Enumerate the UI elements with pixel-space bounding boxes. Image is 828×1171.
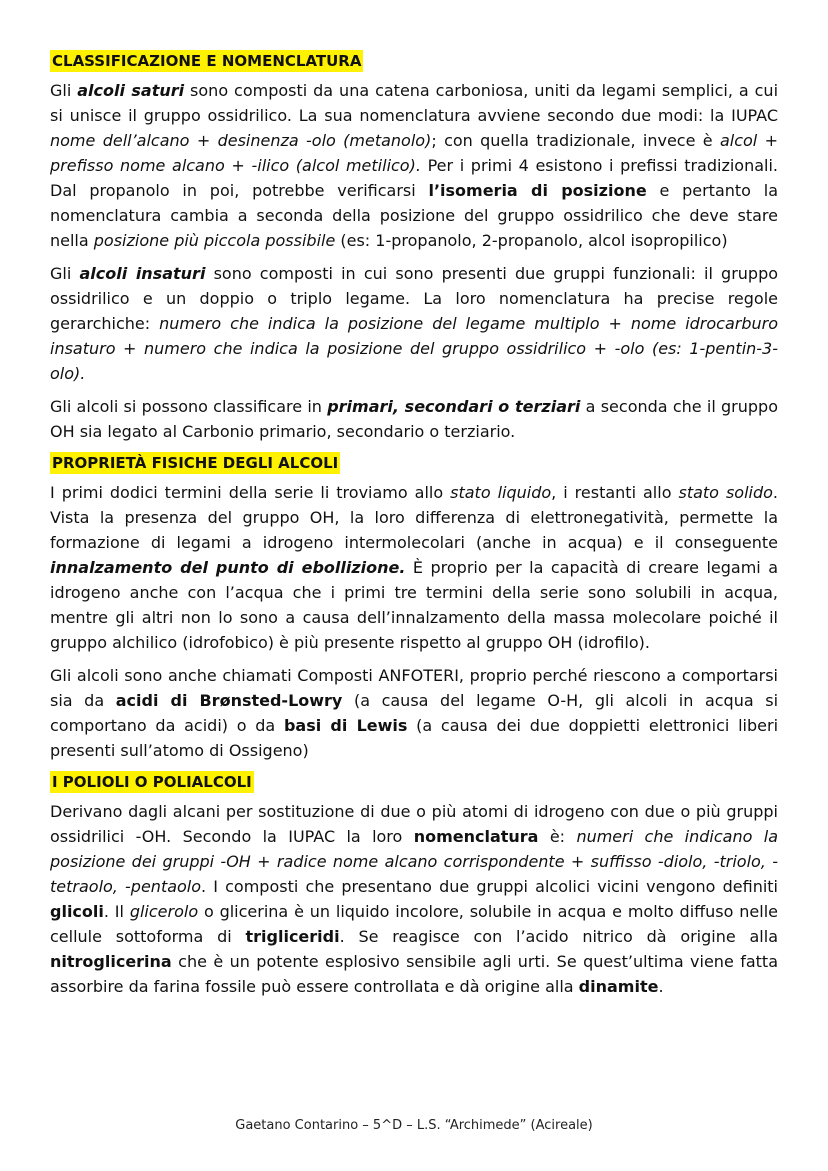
text-run: Gli [50, 81, 78, 100]
text-run: acidi di Brønsted-Lowry [115, 691, 343, 710]
text-run: . [658, 977, 664, 996]
text-run: stato solido [678, 483, 773, 502]
text-run: I primi dodici termini della serie li troviamo allo [50, 483, 451, 502]
text-run: numeri che indicano la posizione dei gruppi -OH + radice nome alcano corrispondente + suffisso -diolo, -triolo, -tetraolo, -pentaolo [50, 827, 778, 896]
text-run: e pertanto la nomenclatura cambia a seconda della posizione del gruppo ossidrilico che deve stare nella [50, 181, 778, 250]
page-footer: Gaetano Contarino – 5^D – L.S. “Archimede” (Acireale) [235, 1118, 593, 1133]
text-run: (a causa dei due doppietti elettronici liberi presenti sull’atomo di Ossigeno) [50, 716, 779, 760]
text-run: primari, secondari o terziari [327, 397, 581, 416]
text-run: alcol + prefisso nome alcano + -ilico (alcol metilico). [50, 131, 779, 175]
section-heading: I POLIOLI O POLIALCOLI [52, 773, 252, 791]
text-run: che è un potente esplosivo sensibile agli urti. Se quest’ultima viene fatta assorbire da farina fossile può essere controllata e dà origine alla [50, 952, 778, 996]
paragraph [50, 799, 778, 999]
text-run: alcoli saturi [77, 81, 185, 100]
text-run: Gli alcoli sono anche chiamati Composti ANFOTERI, proprio perché riescono a comportarsi sia da [50, 666, 778, 710]
text-run: Gli [50, 264, 80, 283]
paragraph [50, 394, 778, 444]
text-run: basi di Lewis [283, 716, 408, 735]
section [50, 452, 778, 763]
text-run: . Se reagisce con l’acido nitrico dà origine alla [339, 927, 779, 946]
text-run: alcoli insaturi [79, 264, 206, 283]
text-run: glicerolo [129, 902, 199, 921]
text-run: posizione più piccola possibile [93, 231, 336, 250]
paragraph [50, 663, 778, 763]
text-run: Per i primi 4 esistono i prefissi tradizionali. Dal propanolo in poi, potrebbe verificarsi [50, 156, 779, 200]
text-run: nome dell’alcano + desinenza -olo (metanolo) [50, 131, 432, 150]
section-heading: PROPRIETÀ FISICHE DEGLI ALCOLI [52, 454, 339, 472]
text-run: o glicerina è un liquido incolore, solubile in acqua e molto diffuso nelle cellule sottoforma di [50, 902, 778, 946]
text-run: è: [538, 827, 577, 846]
paragraph [50, 78, 778, 253]
text-run: nitroglicerina [50, 952, 172, 971]
text-run: trigliceridi [245, 927, 340, 946]
text-run: . Il [103, 902, 130, 921]
text-run: nomenclatura [413, 827, 539, 846]
text-run: . I composti che presentano due gruppi alcolici vicini vengono definiti [201, 877, 778, 896]
text-run: Gli alcoli si possono classificare in [50, 397, 328, 416]
section [50, 50, 778, 444]
paragraph [50, 261, 778, 386]
text-run: . Vista la presenza del gruppo OH, la loro differenza di elettronegatività, permette la formazione di legami a idrogeno intermolecolari (anche in acqua) e il conseguente [50, 483, 779, 552]
text-run: sono composti in cui sono presenti due gruppi funzionali: il gruppo ossidrilico e un doppio o triplo legame. La loro nomenclatura ha precise regole gerarchiche: [50, 264, 779, 333]
document-body [50, 50, 778, 1007]
text-run: ; con quella tradizionale, invece è [431, 131, 720, 150]
text-run: numero che indica la posizione del legame multiplo + nome idrocarburo insaturo + numero che indica la posizione del gruppo ossidrilico + -olo (es: 1-pentin-3-olo). [50, 314, 779, 383]
text-run: Derivano dagli alcani per sostituzione di due o più atomi di idrogeno con due o più gruppi ossidrilici -OH. Secondo la IUPAC la loro [50, 802, 778, 846]
paragraph [50, 480, 778, 655]
text-run: a seconda che il gruppo OH sia legato al Carbonio primario, secondario o terziario. [50, 397, 778, 441]
section [50, 771, 778, 999]
text-run: (es: 1-propanolo, 2-propanolo, alcol isopropilico) [335, 231, 728, 250]
text-run: glicoli [50, 902, 104, 921]
text-run: stato liquido [450, 483, 552, 502]
text-run: (a causa del legame O-H, gli alcoli in acqua si comportano da acidi) o da [50, 691, 779, 735]
text-run: dinamite [578, 977, 659, 996]
section-heading: CLASSIFICAZIONE E NOMENCLATURA [52, 52, 362, 70]
text-run: È proprio per la capacità di creare legami a idrogeno anche con l’acqua che i primi tre termini della serie sono solubili in acqua, mentre gli altri non lo sono a causa dell’innalzamento della massa molecolare poiché il gruppo alchilico (idrofobico) è più presente rispetto al gruppo OH (idrofilo). [50, 558, 778, 652]
text-run: , i restanti allo [551, 483, 679, 502]
text-run: l’isomeria di posizione [428, 181, 647, 200]
text-run: sono composti da una catena carboniosa, uniti da legami semplici, a cui si unisce il gruppo ossidrilico. La sua nomenclatura avviene secondo due modi: la IUPAC [50, 81, 779, 125]
text-run: innalzamento del punto di ebollizione. [50, 558, 406, 577]
